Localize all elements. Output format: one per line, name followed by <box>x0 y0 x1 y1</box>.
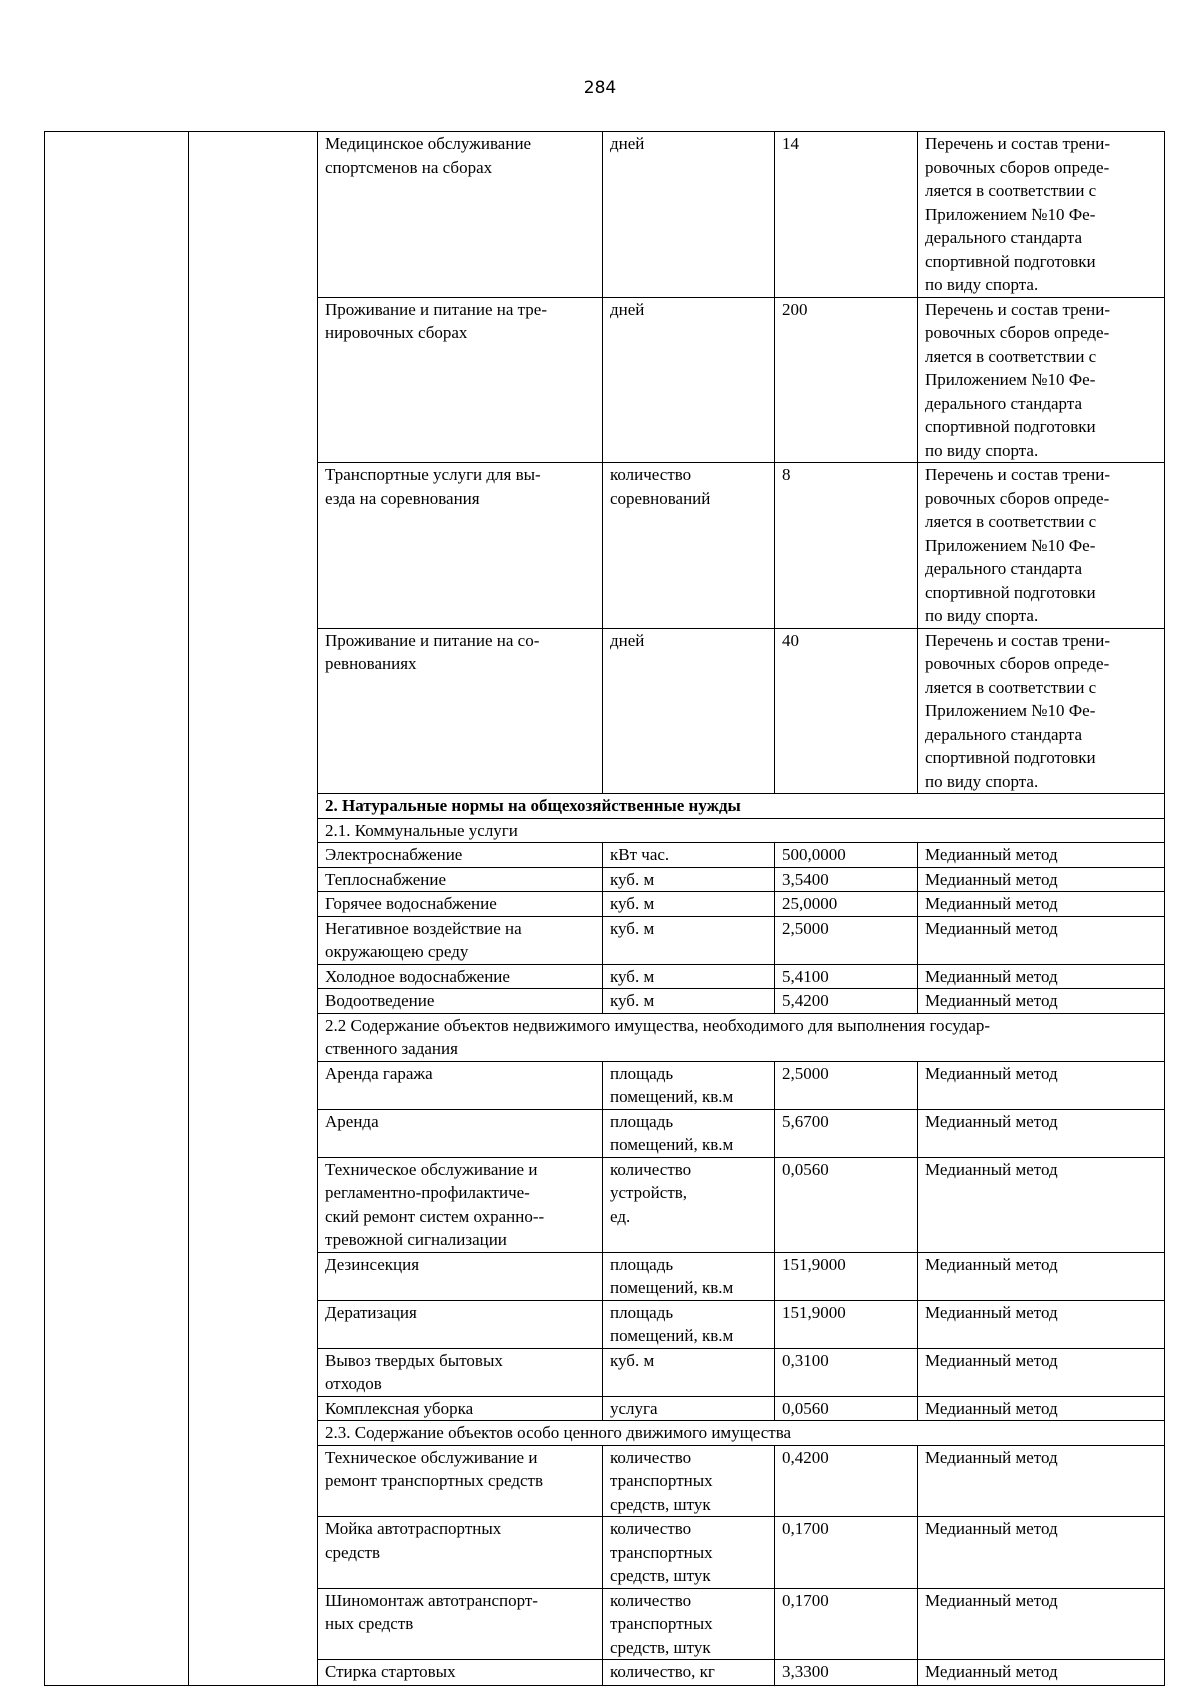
item-name: Шиномонтаж автотранспорт- ных средств <box>318 1588 603 1660</box>
item-value: 200 <box>775 297 918 463</box>
item-value: 2,5000 <box>775 1061 918 1109</box>
item-value: 0,3100 <box>775 1348 918 1396</box>
item-name: Дезинсекция <box>318 1252 603 1300</box>
table-row <box>45 132 1165 298</box>
item-basis: Медианный метод <box>918 989 1165 1014</box>
item-value: 0,1700 <box>775 1588 918 1660</box>
item-unit: количество устройств, ед. <box>603 1157 775 1252</box>
item-unit: куб. м <box>603 892 775 917</box>
item-value: 0,0560 <box>775 1396 918 1421</box>
item-basis: Медианный метод <box>918 1061 1165 1109</box>
item-unit: количество транспортных средств, штук <box>603 1517 775 1589</box>
item-basis: Медианный метод <box>918 1157 1165 1252</box>
item-name: Проживание и питание на со- ревнованиях <box>318 628 603 794</box>
item-unit: дней <box>603 628 775 794</box>
item-basis: Медианный метод <box>918 843 1165 868</box>
item-name: Дератизация <box>318 1300 603 1348</box>
item-value: 25,0000 <box>775 892 918 917</box>
item-unit: количество транспортных средств, штук <box>603 1445 775 1517</box>
item-value: 3,3300 <box>775 1660 918 1686</box>
item-value: 151,9000 <box>775 1300 918 1348</box>
item-name: Техническое обслуживание и ремонт транспортных средств <box>318 1445 603 1517</box>
item-value: 151,9000 <box>775 1252 918 1300</box>
item-value: 8 <box>775 463 918 629</box>
item-name: Комплексная уборка <box>318 1396 603 1421</box>
item-value: 0,0560 <box>775 1157 918 1252</box>
item-basis: Медианный метод <box>918 1252 1165 1300</box>
item-basis: Медианный метод <box>918 892 1165 917</box>
item-unit: дней <box>603 297 775 463</box>
item-basis: Медианный метод <box>918 1445 1165 1517</box>
item-name: Транспортные услуги для вы- езда на соревнования <box>318 463 603 629</box>
item-name: Вывоз твердых бытовых отходов <box>318 1348 603 1396</box>
item-basis: Перечень и состав трени- ровочных сборов опреде- ляется в соответствии с Приложением №10 Фе- дерального стандарта спортивной подготовки по виду спорта. <box>918 132 1165 298</box>
item-unit: куб. м <box>603 867 775 892</box>
item-name: Техническое обслуживание и регламентно-профилактиче- ский ремонт систем охранно-- тревожной сигнализации <box>318 1157 603 1252</box>
item-basis: Медианный метод <box>918 1517 1165 1589</box>
item-unit: количество соревнований <box>603 463 775 629</box>
item-name: Аренда <box>318 1109 603 1157</box>
item-basis: Медианный метод <box>918 1396 1165 1421</box>
subsection-heading: 2.3. Содержание объектов особо ценного движимого имущества <box>318 1421 1165 1446</box>
item-basis: Медианный метод <box>918 867 1165 892</box>
subsection-heading: 2.2 Содержание объектов недвижимого имущества, необходимого для выполнения государ- ственного задания <box>318 1013 1165 1061</box>
item-value: 5,6700 <box>775 1109 918 1157</box>
item-unit: куб. м <box>603 916 775 964</box>
section-heading: 2. Натуральные нормы на общехозяйственные нужды <box>318 794 1165 819</box>
item-unit: площадь помещений, кв.м <box>603 1300 775 1348</box>
page-number: 284 <box>583 78 617 98</box>
item-unit: дней <box>603 132 775 298</box>
item-value: 3,5400 <box>775 867 918 892</box>
item-unit: количество, кг <box>603 1660 775 1686</box>
item-basis: Перечень и состав трени- ровочных сборов опреде- ляется в соответствии с Приложением №10 Фе- дерального стандарта спортивной подготовки по виду спорта. <box>918 297 1165 463</box>
item-value: 5,4200 <box>775 989 918 1014</box>
item-name: Медицинское обслуживание спортсменов на сборах <box>318 132 603 298</box>
item-name: Горячее водоснабжение <box>318 892 603 917</box>
item-basis: Перечень и состав трени- ровочных сборов опреде- ляется в соответствии с Приложением №10 Фе- дерального стандарта спортивной подготовки по виду спорта. <box>918 628 1165 794</box>
empty-column-1 <box>45 132 189 1686</box>
item-value: 14 <box>775 132 918 298</box>
item-name: Электроснабжение <box>318 843 603 868</box>
item-unit: площадь помещений, кв.м <box>603 1109 775 1157</box>
item-name: Теплоснабжение <box>318 867 603 892</box>
item-value: 40 <box>775 628 918 794</box>
item-basis: Медианный метод <box>918 1109 1165 1157</box>
empty-column-2 <box>189 132 318 1686</box>
item-name: Мойка автотраспортных средств <box>318 1517 603 1589</box>
item-value: 0,1700 <box>775 1517 918 1589</box>
item-unit: куб. м <box>603 989 775 1014</box>
subsection-heading: 2.1. Коммунальные услуги <box>318 818 1165 843</box>
item-basis: Медианный метод <box>918 964 1165 989</box>
item-unit: услуга <box>603 1396 775 1421</box>
item-name: Аренда гаража <box>318 1061 603 1109</box>
item-value: 500,0000 <box>775 843 918 868</box>
item-unit: куб. м <box>603 964 775 989</box>
item-unit: кВт час. <box>603 843 775 868</box>
norms-table <box>44 131 1165 1686</box>
item-value: 0,4200 <box>775 1445 918 1517</box>
item-unit: площадь помещений, кв.м <box>603 1252 775 1300</box>
item-basis: Медианный метод <box>918 1348 1165 1396</box>
item-name: Водоотведение <box>318 989 603 1014</box>
item-name: Холодное водоснабжение <box>318 964 603 989</box>
item-name: Негативное воздействие на окружающею среду <box>318 916 603 964</box>
item-basis: Перечень и состав трени- ровочных сборов опреде- ляется в соответствии с Приложением №10 Фе- дерального стандарта спортивной подготовки по виду спорта. <box>918 463 1165 629</box>
item-value: 5,4100 <box>775 964 918 989</box>
item-value: 2,5000 <box>775 916 918 964</box>
item-basis: Медианный метод <box>918 1660 1165 1686</box>
item-unit: площадь помещений, кв.м <box>603 1061 775 1109</box>
item-name: Проживание и питание на тре- нировочных сборах <box>318 297 603 463</box>
item-name: Стирка стартовых <box>318 1660 603 1686</box>
item-unit: куб. м <box>603 1348 775 1396</box>
item-unit: количество транспортных средств, штук <box>603 1588 775 1660</box>
item-basis: Медианный метод <box>918 1300 1165 1348</box>
item-basis: Медианный метод <box>918 916 1165 964</box>
item-basis: Медианный метод <box>918 1588 1165 1660</box>
